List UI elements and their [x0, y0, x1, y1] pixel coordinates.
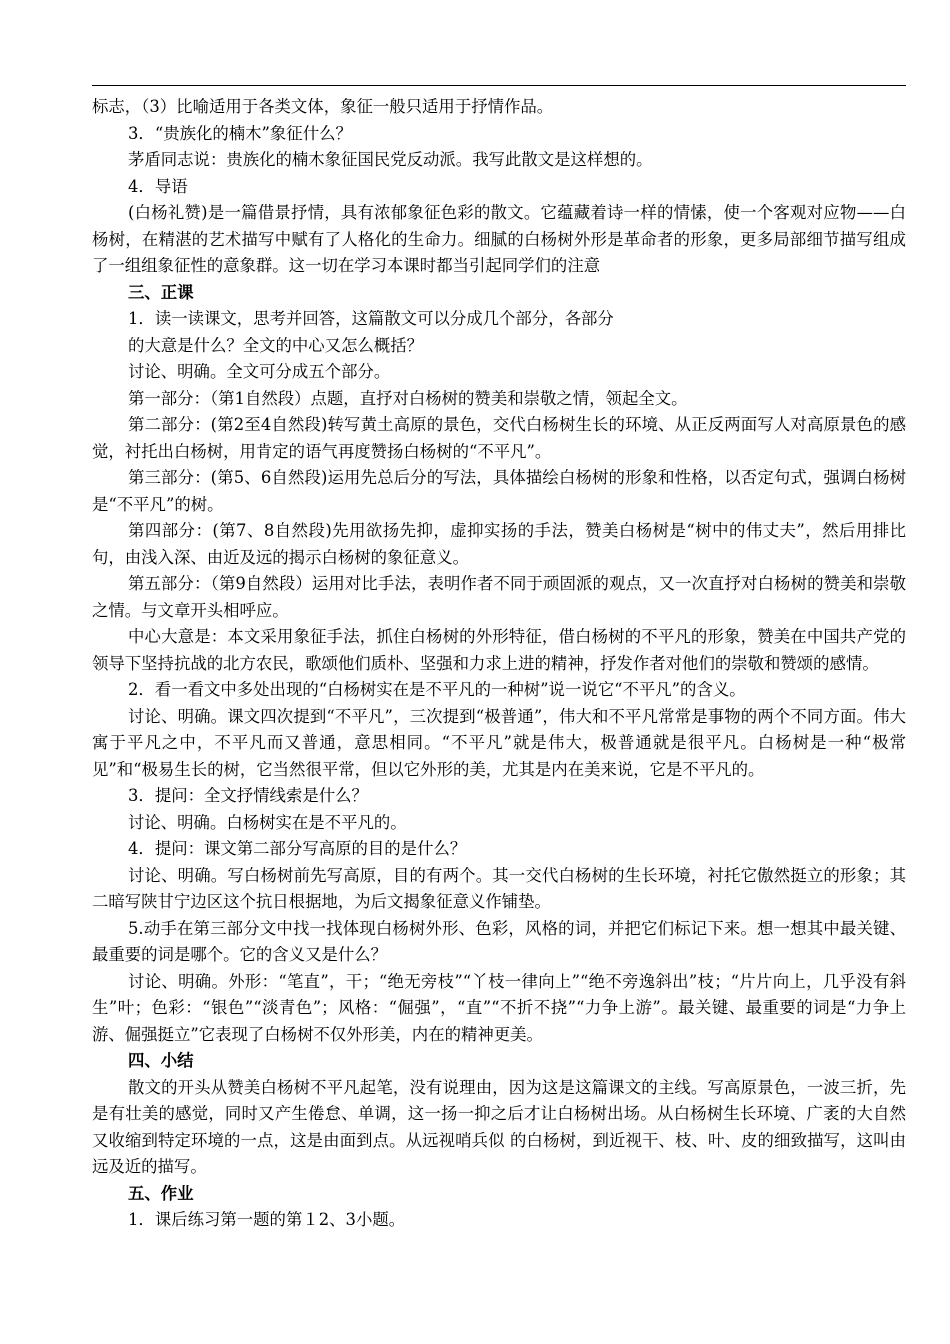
paragraph: 4．导语 [128, 176, 188, 196]
section-heading: 四、小结 [128, 1051, 194, 1070]
paragraph: 讨论、明确。外形：“笔直”，干；“绝无旁枝”“丫枝一律向上”“绝不旁逸斜出”枝；“片片向上，几乎没有斜生”叶；色彩：“银色”“淡青色”；风格：“倔强”，“直”“不折不挠”“力争上游”。最关键、最重要的词是“力争上游、倔强挺立”它表现了白杨树不仅外形美，内在的精神更美。 [92, 971, 906, 1044]
paragraph: 3．“贵族化的楠木”象征什么？ [128, 123, 352, 143]
section-heading: 五、作业 [128, 1183, 194, 1203]
paragraph: 第四部分：(第7、8自然段)先用欲扬先抑，虚抑实扬的手法，赞美白杨树是“树中的伟丈夫”，然后用排比句，由浅入深、由近及远的揭示白杨树的象征意义。 [92, 521, 906, 567]
paragraph: 1．读一读课文，思考并回答，这篇散文可以分成几个部分，各部分 [128, 309, 614, 328]
paragraph: 标志，（3）比喻适用于各类文体，象征一般只适用于抒情作品。 [92, 97, 554, 116]
paragraph: 4．提问：课文第二部分写高原的目的是什么？ [128, 839, 467, 858]
paragraph: 第二部分：(第2至4自然段)转写黄土高原的景色，交代白杨树生长的环境、从正反两面写人对高原景色的感觉，衬托出白杨树，用肯定的语气再度赞扬白杨树的“不平凡”。 [92, 415, 906, 461]
paragraph: 3．提问：全文抒情线索是什么？ [128, 786, 368, 805]
paragraph: 中心大意是：本文采用象征手法，抓住白杨树的外形特征，借白杨树的不平凡的形象，赞美在中国共产党的领导下坚持抗战的北方农民，歌颂他们质朴、坚强和力求上进的精神，抒发作者对他们的崇敬和赞颂的感情。 [92, 627, 906, 673]
paragraph: 第三部分：(第5、6自然段)运用先总后分的写法，具体描绘白杨树的形象和性格，以否定句式，强调白杨树是“不平凡”的树。 [92, 468, 906, 514]
section-heading: 三、正课 [128, 282, 194, 302]
paragraph: (白杨礼赞)是一篇借景抒情，具有浓郁象征色彩的散文。它蕴藏着诗一样的情愫，使一个客观对应物——白杨树，在精湛的艺术描写中赋有了人格化的生命力。细腻的白杨树外形是革命者的形象，更多局部细节描写组成了一组组象征性的意象群。这一切在学习本课时都当引起同学们的注意 [92, 203, 906, 275]
paragraph: 散文的开头从赞美白杨树不平凡起笔，没有说理由，因为这是这篇课文的主线。写高原景色，一波三折，先是有壮美的感觉，同时又产生倦怠、单调，这一扬一抑之后才让白杨树出场。从白杨树生长环境、广袤的大自然又收缩到特定环境的一点，这是由面到点。从远视哨兵似 的白杨树，到近视干、枝、叶、皮的细致描写，这叫由远及近的描写。 [92, 1077, 906, 1176]
paragraph: 茅盾同志说：贵族化的楠木象征国民党反动派。我写此散文是这样想的。 [128, 150, 653, 169]
paragraph: 的大意是什么？全文的中心又怎么概括？ [128, 335, 424, 355]
paragraph: 5.动手在第三部分文中找一找体现白杨树外形、色彩，风格的词，并把它们标记下来。想一想其中最关键、最重要的词是哪个。它的含义又是什么？ [92, 918, 906, 964]
document-body [92, 94, 906, 1234]
paragraph: 1．课后练习第一题的第１2、3小题。 [128, 1210, 406, 1229]
paragraph: 讨论、明确。写白杨树前先写高原，目的有两个。其一交代白杨树的生长环境，衬托它傲然挺立的形象；其二暗写陕甘宁边区这个抗日根据地，为后文揭象征意义作铺垫。 [92, 865, 906, 911]
paragraph: 第五部分：（第9自然段）运用对比手法，表明作者不同于顽固派的观点，又一次直抒对白杨树的赞美和崇敬之情。与文章开头相呼应。 [92, 574, 906, 620]
paragraph: 讨论、明确。全文可分成五个部分。 [128, 362, 391, 381]
paragraph: 2．看一看文中多处出现的“白杨树实在是不平凡的一种树”说一说它“不平凡”的含义。 [128, 680, 746, 699]
paragraph: 第一部分：（第1自然段）点题，直抒对白杨树的赞美和崇敬之情，领起全文。 [128, 388, 688, 408]
header-rule [92, 85, 906, 86]
paragraph: 讨论、明确。白杨树实在是不平凡的。 [128, 812, 407, 832]
paragraph: 讨论、明确。课文四次提到“不平凡”，三次提到“极普通”，伟大和不平凡常常是事物的两个不同方面。伟大寓于平凡之中，不平凡而又普通，意思相同。“不平凡”就是伟大，极普通就是很平凡。白杨树是一种“极常见”和“极易生长的树，它当然很平常，但以它外形的美，尤其是内在美来说，它是不平凡的。 [92, 706, 906, 779]
